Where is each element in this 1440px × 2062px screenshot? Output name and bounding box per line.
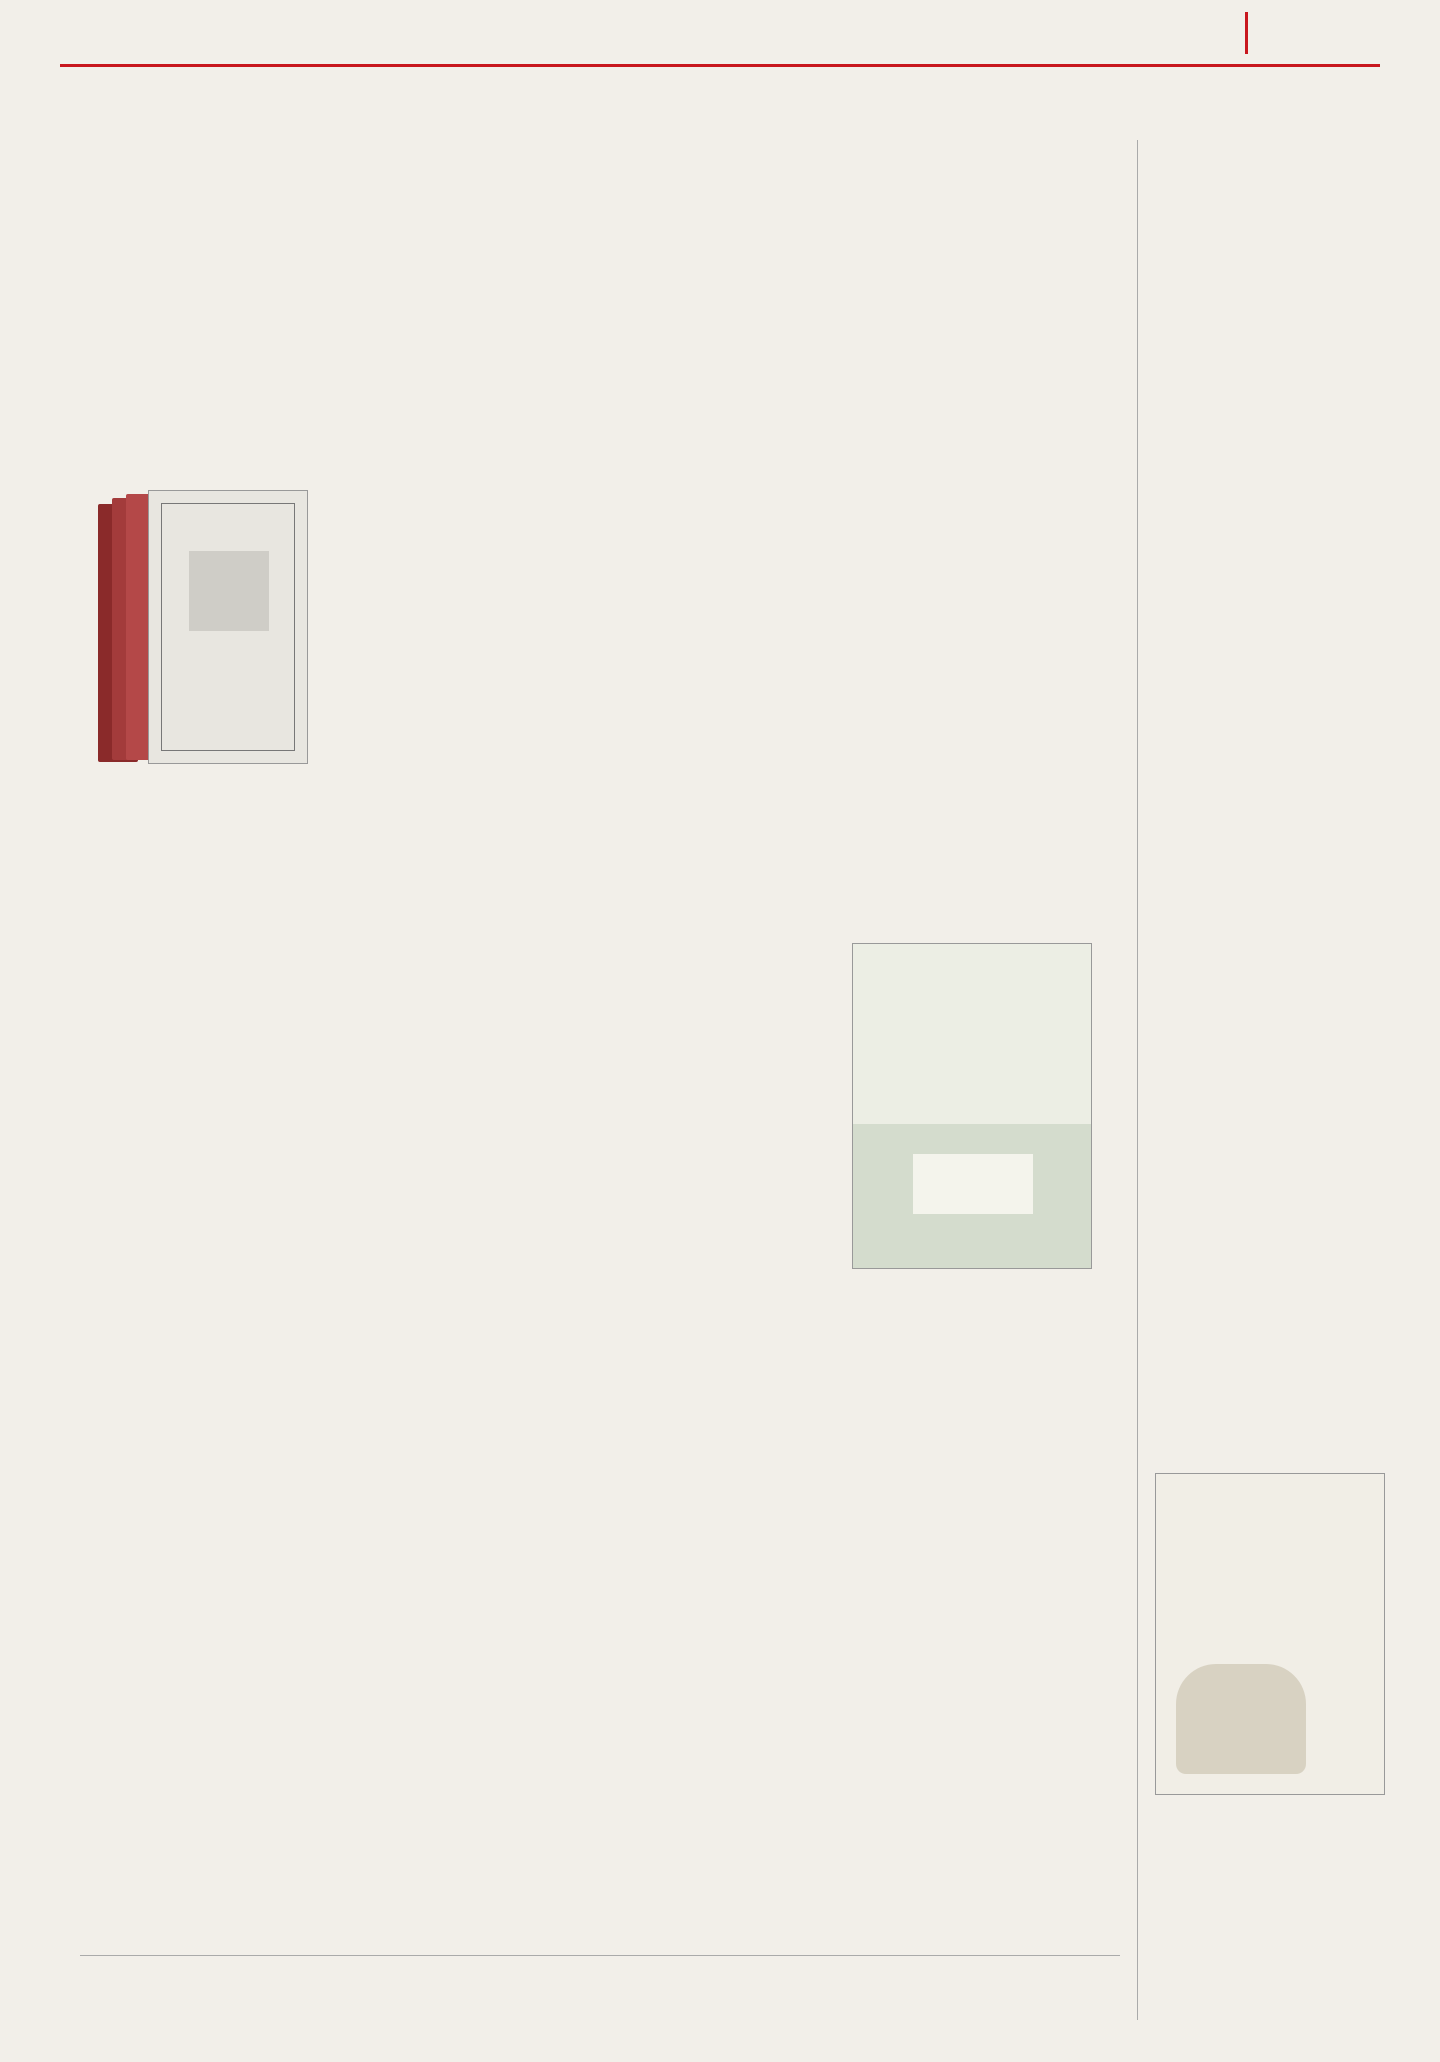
article1-col4 [862, 308, 1127, 778]
article2-cover [852, 943, 1092, 1269]
article2-col3 [600, 928, 850, 1938]
article2-col4 [852, 1276, 1122, 1906]
article1-col2 [318, 308, 576, 778]
article2-col1 [80, 928, 328, 1938]
recommend-body [1152, 320, 1388, 1348]
article2-col2 [338, 928, 590, 1938]
article1-col3 [586, 308, 854, 778]
masthead [0, 0, 1440, 62]
article1-col1 [80, 308, 308, 458]
new-book-cover [1155, 1473, 1385, 1795]
book-cover-icon [98, 490, 308, 765]
new-book-body [1152, 1810, 1388, 2050]
